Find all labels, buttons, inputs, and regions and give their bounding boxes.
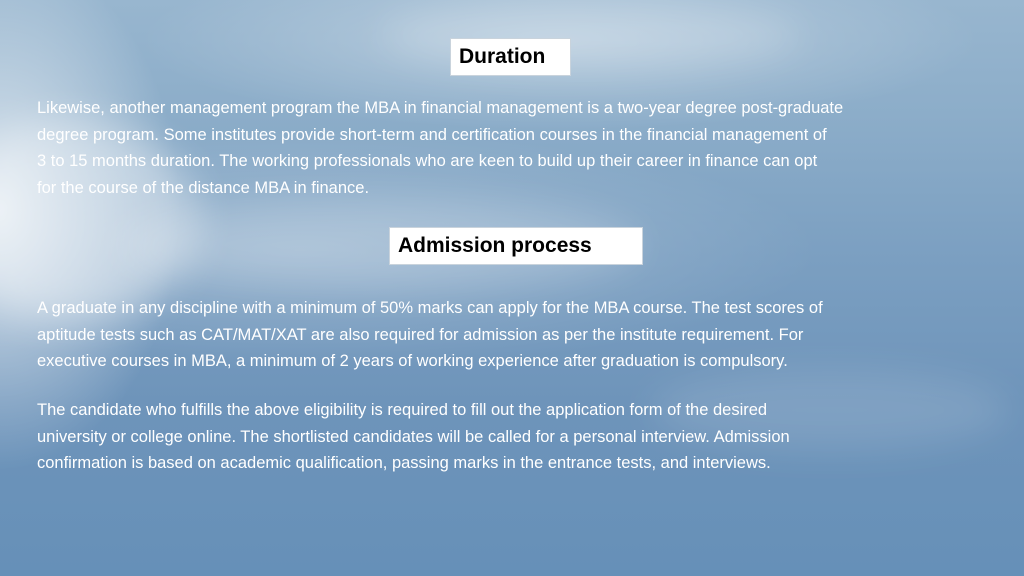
duration-paragraph xyxy=(37,95,1007,201)
duration-heading: Duration xyxy=(450,38,571,76)
text-line: A graduate in any discipline with a minimum of 50% marks can apply for the MBA course. The test scores of xyxy=(37,299,823,317)
text-line: confirmation is based on academic qualification, passing marks in the entrance tests, and interviews. xyxy=(37,454,771,472)
text-line: degree program. Some institutes provide short-term and certification courses in the financial management of xyxy=(37,125,827,144)
admission-process-heading: Admission process xyxy=(389,227,643,265)
text-line: Likewise, another management program the MBA in financial management is a two-year degree post-graduate xyxy=(37,99,844,117)
text-line: for the course of the distance MBA in finance. xyxy=(37,178,370,197)
text-line: 3 to 15 months duration. The working professionals who are keen to build up their career in finance can opt xyxy=(37,152,818,170)
text-line: university or college online. The shortlisted candidates will be called for a personal interview. Admission xyxy=(37,427,790,446)
text-line: aptitude tests such as CAT/MAT/XAT are also required for admission as per the institute requirement. For xyxy=(37,325,804,344)
background-cloud xyxy=(380,0,800,70)
eligibility-paragraph xyxy=(37,295,997,375)
application-paragraph xyxy=(37,397,997,477)
text-line: The candidate who fulfills the above eligibility is required to fill out the application form of the desired xyxy=(37,401,768,419)
text-line: executive courses in MBA, a minimum of 2 years of working experience after graduation is compulsory. xyxy=(37,352,788,370)
